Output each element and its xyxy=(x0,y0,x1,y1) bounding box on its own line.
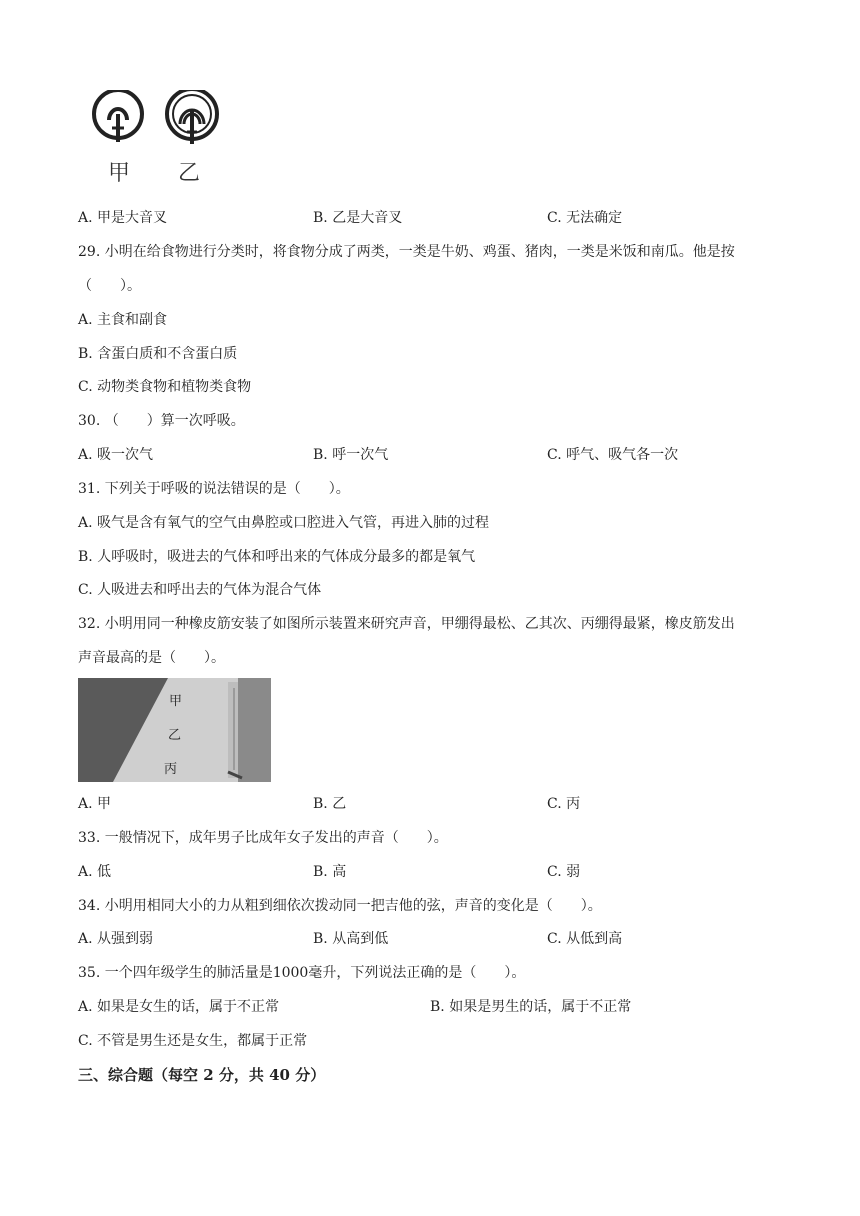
tuning-fork-a-icon xyxy=(94,90,142,142)
q31-option-b: B. 人呼吸时，吸进去的气体和呼出来的气体成分最多的都是氧气 xyxy=(78,549,476,565)
q29-option-b: B. 含蛋白质和不含蛋白质 xyxy=(78,346,238,362)
fork-label-b: 乙 xyxy=(178,161,201,186)
q34-stem: 34. 小明用相同大小的力从粗到细依次拨动同一把吉他的弦，声音的变化是（ ）。 xyxy=(78,898,602,914)
rubber-band-photo xyxy=(78,678,271,782)
tuning-fork-b-icon xyxy=(167,90,217,144)
q35-option-b: B. 如果是男生的话，属于不正常 xyxy=(430,999,632,1015)
q33-option-c: C. 弱 xyxy=(547,864,581,880)
q31-option-c: C. 人吸进去和呼出去的气体为混合气体 xyxy=(78,582,322,598)
tuning-fork-drawing xyxy=(88,90,228,150)
q30-stem: 30. （ ）算一次呼吸。 xyxy=(78,413,245,429)
photo-label-jia: 甲 xyxy=(169,694,183,709)
q32-stem-line2: 声音最高的是（ ）。 xyxy=(78,650,225,666)
q29-option-c: C. 动物类食物和植物类食物 xyxy=(78,379,252,395)
q30-option-b: B. 呼一次气 xyxy=(313,447,389,463)
q35-option-a: A. 如果是女生的话，属于不正常 xyxy=(78,999,280,1015)
photo-label-bing: 丙 xyxy=(164,762,178,777)
photo-label-yi: 乙 xyxy=(168,728,182,743)
tuning-fork-figure xyxy=(88,90,228,190)
q33-option-b: B. 高 xyxy=(313,864,347,880)
q32-option-b: B. 乙 xyxy=(313,796,347,812)
q28-option-a: A. 甲是大音叉 xyxy=(78,210,168,226)
q30-option-a: A. 吸一次气 xyxy=(78,447,154,463)
q29-stem-line1: 29. 小明在给食物进行分类时，将食物分成了两类，一类是牛奶、鸡蛋、猪肉，一类是米饭和南瓜。他是按 xyxy=(78,244,735,260)
q35-stem: 35. 一个四年级学生的肺活量是1000毫升，下列说法正确的是（ ）。 xyxy=(78,965,526,981)
q32-stem-line1: 32. 小明用同一种橡皮筋安装了如图所示装置来研究声音，甲绷得最松、乙其次、丙绷得最紧，橡皮筋发出 xyxy=(78,616,735,632)
q35-option-c: C. 不管是男生还是女生，都属于正常 xyxy=(78,1033,308,1049)
q33-stem: 33. 一般情况下，成年男子比成年女子发出的声音（ ）。 xyxy=(78,830,448,846)
q31-stem: 31. 下列关于呼吸的说法错误的是（ ）。 xyxy=(78,481,350,497)
q28-option-b: B. 乙是大音叉 xyxy=(313,210,403,226)
fork-label-a: 甲 xyxy=(108,161,131,186)
q29-option-a: A. 主食和副食 xyxy=(78,312,168,328)
q31-option-a: A. 吸气是含有氧气的空气由鼻腔或口腔进入气管，再进入肺的过程 xyxy=(78,515,490,531)
q34-option-a: A. 从强到弱 xyxy=(78,931,154,947)
q28-option-c: C. 无法确定 xyxy=(547,210,623,226)
q34-option-b: B. 从高到低 xyxy=(313,931,389,947)
q32-option-a: A. 甲 xyxy=(78,796,112,812)
q32-option-c: C. 丙 xyxy=(547,796,581,812)
q34-option-c: C. 从低到高 xyxy=(547,931,623,947)
section-3-heading: 三、综合题（每空 2 分，共 40 分） xyxy=(78,1066,326,1084)
q30-option-c: C. 呼气、吸气各一次 xyxy=(547,447,679,463)
q29-stem-line2: （ ）。 xyxy=(78,278,141,294)
q33-option-a: A. 低 xyxy=(78,864,112,880)
